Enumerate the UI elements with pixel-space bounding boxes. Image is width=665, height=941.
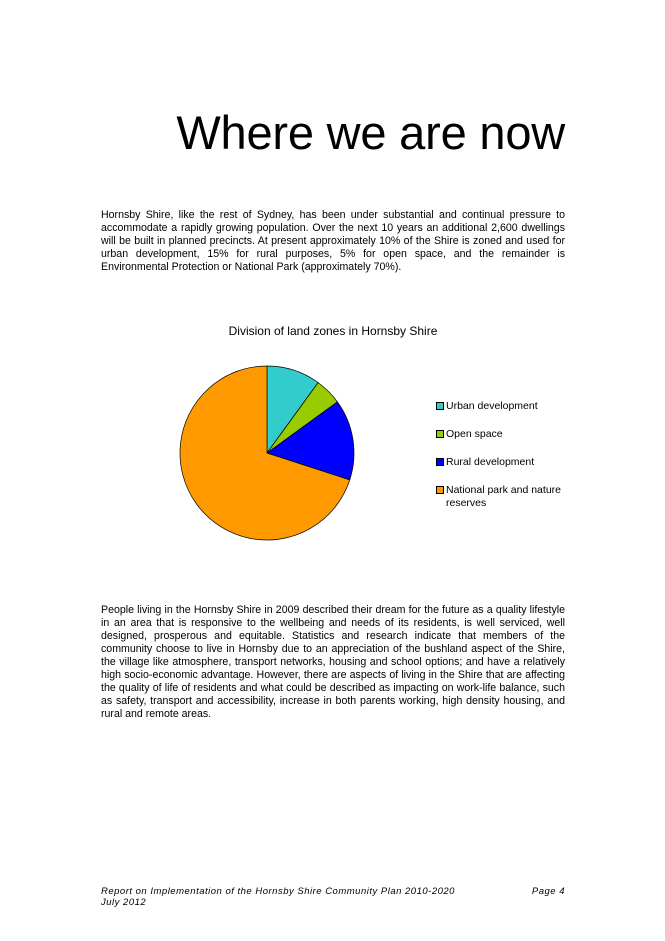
pie-chart <box>170 358 365 548</box>
legend-label: National park and nature reserves <box>446 484 561 509</box>
legend-label: Rural development <box>446 456 535 468</box>
legend-label: Open space <box>446 428 503 440</box>
page-title: Where we are now <box>176 106 565 159</box>
legend-label: Urban development <box>446 400 538 412</box>
footer-page-number: Page 4 <box>531 886 565 897</box>
legend-swatch <box>436 430 444 438</box>
community-paragraph: People living in the Hornsby Shire in 2009 described their dream for the future as a quality lifestyle in an area that is responsive to the wellbeing and needs of its residents, is well serviced, well designed, prosperous and equitable. Statistics and research indicate that members of the community choose to live in Hornsby due to an appreciation of the bushland aspect of the Shire, the village like atmosphere, transport networks, housing and school options; and have a relatively high socio-economic advantage. However, there are aspects of living in the Shire that are affecting the quality of life of residents and what could be described as impacting on work-life balance, such as safety, transport and accessibility, increase in both parents working, high density housing, and rural and remote areas. <box>101 604 565 720</box>
page-footer <box>101 886 565 908</box>
footer-date: July 2012 <box>101 897 147 908</box>
footer-report-title: Report on Implementation of the Hornsby Shire Community Plan 2010-2020 <box>101 886 455 897</box>
chart-title: Division of land zones in Hornsby Shire <box>228 324 438 338</box>
legend-swatch <box>436 458 444 466</box>
intro-paragraph: Hornsby Shire, like the rest of Sydney, has been under substantial and continual pressure to accommodate a rapidly growing population. Over the next 10 years an additional 2,600 dwellings will be built in planned precincts. At present approximately 10% of the Shire is zoned and used for urban development, 15% for rural purposes, 5% for open space, and the remainder is Environmental Protection or National Park (approximately 70%). <box>101 209 565 273</box>
legend-swatch <box>436 402 444 410</box>
legend-swatch <box>436 486 444 494</box>
